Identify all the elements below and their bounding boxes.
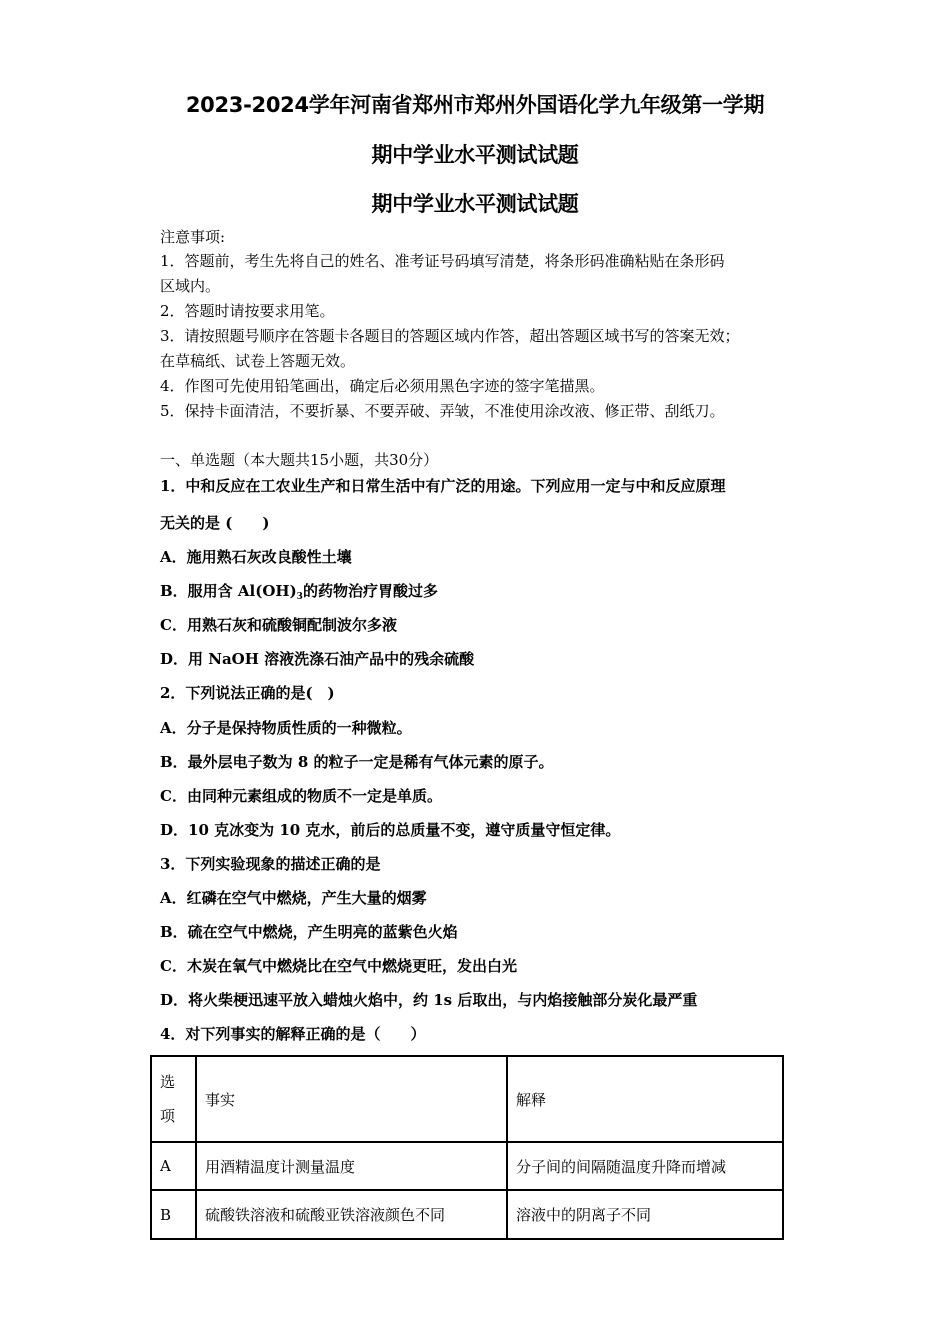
section-heading: 一、单选题（本大题共15小题，共30分） [160,451,439,469]
exam-title-line-1: 2023-2024学年河南省郑州市郑州外国语化学九年级第一学期 [185,93,765,117]
question-3-option-b: B．硫在空气中燃烧，产生明亮的蓝紫色火焰 [160,923,458,941]
table-row [151,1190,783,1239]
row-fact-cell: 用酒精温度计测量温度 [196,1142,507,1190]
header-option-char-2: 项 [160,1107,176,1125]
question-1-option-d: D．用 NaOH 溶液洗涤石油产品中的残余硫酸 [160,650,475,668]
header-fact-cell: 事实 [196,1056,507,1142]
notice-item: 3．请按照题号顺序在答题卡各题目的答题区域内作答，超出答题区域书写的答案无效； [160,327,740,345]
header-explanation-cell: 解释 [507,1056,783,1142]
option-b-prefix: B．服用含 Al(OH) [160,582,297,600]
option-b-suffix: 的药物治疗胃酸过多 [302,582,438,600]
question-3-option-a: A．红磷在空气中燃烧，产生大量的烟雾 [160,889,427,907]
row-explanation-cell: 溶液中的阴离子不同 [507,1190,783,1239]
question-1-stem-line-2: 无关的是 ( ) [160,514,270,532]
table-row [151,1142,783,1190]
notice-heading: 注意事项: [160,228,226,246]
table-header-row [151,1056,783,1142]
row-explanation-cell: 分子间的间隔随温度升降而增减 [507,1142,783,1190]
question-1-option-a: A．施用熟石灰改良酸性土壤 [160,548,352,566]
row-option-cell: B [151,1190,196,1239]
exam-title-line-3: 期中学业水平测试试题 [371,192,579,216]
header-option-char-1: 选 [160,1073,176,1091]
question-2-option-b: B．最外层电子数为 8 的粒子一定是稀有气体元素的原子。 [160,753,554,771]
notice-item: 区域内。 [160,277,221,295]
notice-item: 4．作图可先使用铅笔画出，确定后必须用黑色字迹的签字笔描黑。 [160,377,605,395]
question-3-stem: 3．下列实验现象的描述正确的是 [160,855,381,873]
question-1-option-c: C．用熟石灰和硫酸铜配制波尔多液 [160,616,397,634]
option-b-subscript: 3 [296,592,303,602]
question-2-option-a: A．分子是保持物质性质的一种微粒。 [160,719,412,737]
exam-title-line-2: 期中学业水平测试试题 [371,143,579,167]
row-fact-cell: 硫酸铁溶液和硫酸亚铁溶液颜色不同 [196,1190,507,1239]
question-4-stem: 4．对下列事实的解释正确的是（ ） [160,1025,426,1043]
question-2-stem: 2．下列说法正确的是( ) [160,684,335,702]
question-1-stem-line-1: 1．中和反应在工农业生产和日常生活中有广泛的用途。下列应用一定与中和反应原理 [160,477,726,495]
row-option-cell: A [151,1142,196,1190]
facts-explanation-table [150,1055,784,1240]
header-option-cell [151,1056,196,1142]
notice-item: 5．保持卡面清洁，不要折暴、不要弄破、弄皱，不准使用涂改液、修正带、刮纸刀。 [160,402,725,420]
notice-item: 1．答题前，考生先将自己的姓名、准考证号码填写清楚，将条形码准确粘贴在条形码 [160,252,725,270]
question-2-option-d: D．10 克冰变为 10 克水，前后的总质量不变，遵守质量守恒定律。 [160,821,621,839]
question-1-option-b [160,581,438,607]
question-2-option-c: C．由同种元素组成的物质不一定是单质。 [160,787,442,805]
notice-item: 2．答题时请按要求用笔。 [160,302,335,320]
question-3-option-d: D．将火柴梗迅速平放入蜡烛火焰中，约 1s 后取出，与内焰接触部分炭化最严重 [160,991,698,1009]
notice-item: 在草稿纸、试卷上答题无效。 [160,352,356,370]
question-3-option-c: C．木炭在氧气中燃烧比在空气中燃烧更旺，发出白光 [160,957,517,975]
